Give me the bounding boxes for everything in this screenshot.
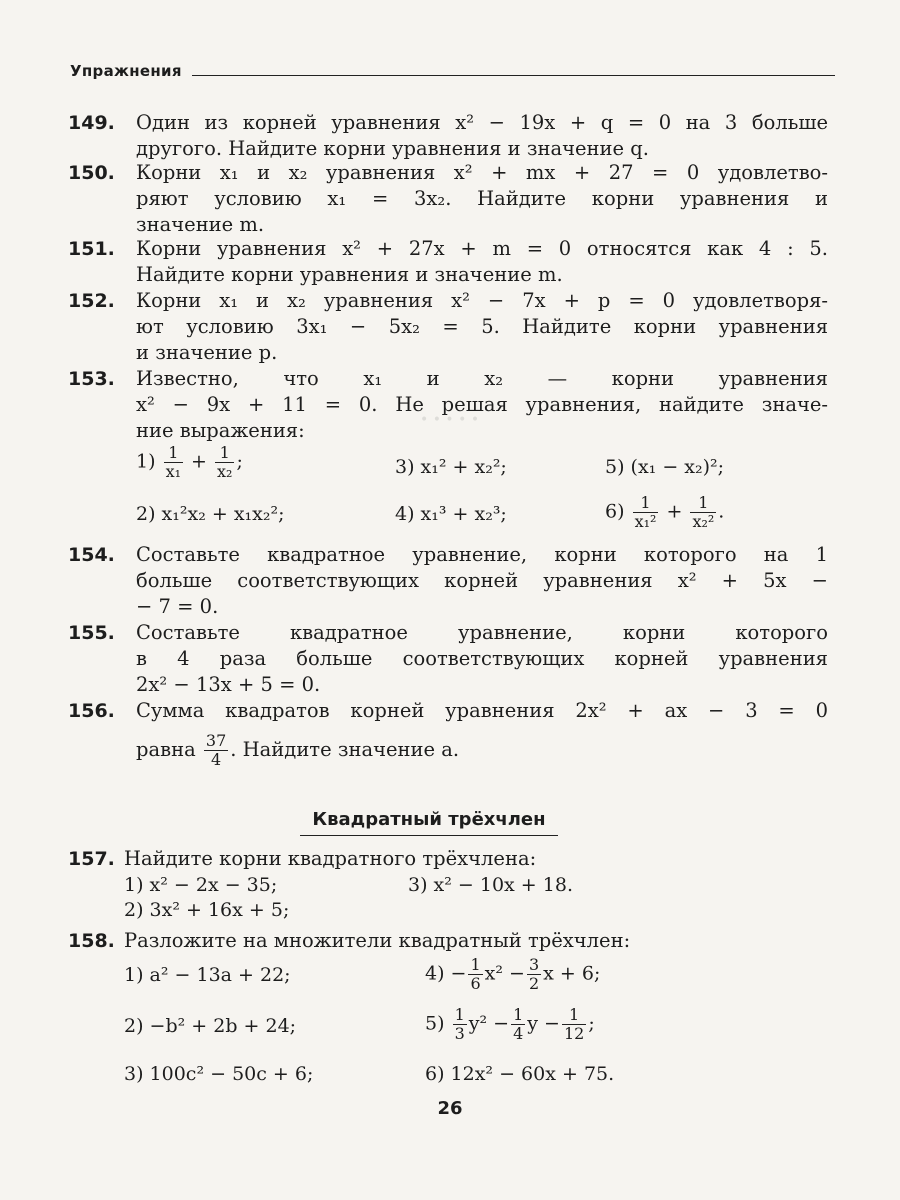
option-153-4: 4) x₁³ + x₂³; <box>395 503 507 525</box>
option-label: 1) <box>136 450 156 473</box>
exercise-number: 150. <box>68 162 115 184</box>
exercise-number: 157. <box>68 848 115 870</box>
exercise-text-line: другого. Найдите корни уравнения и значение q. <box>136 137 649 160</box>
fraction: $\frac{37}{4}$ <box>205 731 227 769</box>
exercise-text-line: ряют условию x₁ = 3x₂. Найдите корни уравнения и <box>136 187 828 210</box>
option-157-1: 1) x² − 2x − 35; <box>124 874 278 896</box>
exercise-151 <box>68 236 828 288</box>
option-158-3: 3) 100c² − 50c + 6; <box>124 1063 314 1085</box>
exercise-text-line: Один из корней уравнения x² − 19x + q = 0 на 3 больше <box>136 111 828 134</box>
fraction: $\frac{1}{\text{x₂²}}$ <box>692 493 715 531</box>
exercise-text-line: Известно, что x₁ и x₂ — корни уравнения <box>136 367 828 390</box>
fraction: $\frac{1}{6}$ <box>470 955 481 993</box>
exercise-155 <box>68 620 828 698</box>
exercise-number: 155. <box>68 622 115 644</box>
header-label: Упражнения <box>70 62 182 80</box>
exercise-text-line: Составьте квадратное уравнение, корни которого <box>136 621 828 644</box>
option-153-1: 1) $\frac{1}{\text{x₁}}$ + $\frac{1}{\text{x₂}}$ ; <box>136 443 243 481</box>
exercise-number: 152. <box>68 290 115 312</box>
exercise-text-line: значение m. <box>136 213 265 236</box>
exercise-157 <box>68 846 828 872</box>
option-158-4: 4) − $\frac{1}{6}$ x² − $\frac{3}{2}$ x + 6; <box>425 955 601 993</box>
exercise-text-line: Корни уравнения x² + 27x + m = 0 относятся как 4 : 5. <box>136 237 828 260</box>
bleed-through: • • • • • <box>420 412 480 428</box>
exercise-number: 153. <box>68 368 115 390</box>
option-153-3: 3) x₁² + x₂²; <box>395 456 507 478</box>
exercise-156 <box>68 698 828 769</box>
exercise-text-line: x² − 9x + 11 = 0. Не решая уравнения, найдите значе- <box>136 393 828 416</box>
exercise-150 <box>68 160 828 238</box>
option-label: 6) <box>605 500 625 523</box>
exercise-text-line: равна $\frac{37}{4}$ . Найдите значение a. <box>136 731 460 769</box>
fraction: $\frac{1}{\text{x₁²}}$ <box>634 493 657 531</box>
fraction: $\frac{1}{3}$ <box>454 1005 465 1043</box>
exercise-text-line: Сумма квадратов корней уравнения 2x² + ax − 3 = 0 <box>136 699 828 722</box>
exercise-text-line: и значение p. <box>136 341 278 364</box>
section-title: Квадратный трёхчлен <box>300 808 558 836</box>
option-153-6: 6) $\frac{1}{\text{x₁²}}$ + $\frac{1}{\text{x₂²}}$ . <box>605 493 725 531</box>
option-153-2: 2) x₁²x₂ + x₁x₂²; <box>136 503 285 525</box>
exercise-text-line: Составьте квадратное уравнение, корни которого на 1 <box>136 543 828 566</box>
exercise-number: 154. <box>68 544 115 566</box>
exercise-text-line: Корни x₁ и x₂ уравнения x² − 7x + p = 0 удовлетворя- <box>136 289 828 312</box>
option-158-6: 6) 12x² − 60x + 75. <box>425 1063 615 1085</box>
option-153-5: 5) (x₁ − x₂)²; <box>605 456 725 478</box>
exercise-154 <box>68 542 828 620</box>
exercise-text-line: − 7 = 0. <box>136 595 219 618</box>
option-157-3: 3) x² − 10x + 18. <box>408 874 573 896</box>
fraction: $\frac{3}{2}$ <box>528 955 540 993</box>
exercise-number: 149. <box>68 112 115 134</box>
exercise-number: 158. <box>68 930 115 952</box>
exercise-number: 151. <box>68 238 115 260</box>
exercise-158 <box>68 928 828 954</box>
exercise-text-line: больше соответствующих корней уравнения x² + 5x − <box>136 569 828 592</box>
fraction: $\frac{1}{4}$ <box>513 1005 524 1043</box>
exercise-149 <box>68 110 828 162</box>
running-header <box>70 62 835 86</box>
exercise-text-line: ют условию 3x₁ − 5x₂ = 5. Найдите корни уравнения <box>136 315 828 338</box>
section-title-underline <box>300 835 558 836</box>
exercise-text-line: в 4 раза больше соответствующих корней уравнения <box>136 647 828 670</box>
option-158-2: 2) −b² + 2b + 24; <box>124 1015 297 1037</box>
header-rule <box>192 75 835 76</box>
exercise-153 <box>68 366 828 444</box>
exercise-text-line: Корни x₁ и x₂ уравнения x² + mx + 27 = 0 удовлетво- <box>136 161 828 184</box>
exercise-text-line: ние выражения: <box>136 419 305 442</box>
page-number: 26 <box>437 1098 463 1119</box>
exercise-text-line: Найдите корни уравнения и значение m. <box>136 263 563 286</box>
exercise-text-line: Найдите корни квадратного трёхчлена: <box>124 847 537 870</box>
option-158-5: 5) $\frac{1}{3}$ y² − $\frac{1}{4}$ y − $\frac{1}{12}$ ; <box>425 1005 595 1043</box>
exercise-text-line: 2x² − 13x + 5 = 0. <box>136 673 321 696</box>
exercise-152 <box>68 288 828 366</box>
fraction: $\frac{1}{12}$ <box>563 1005 585 1043</box>
fraction: $\frac{1}{\text{x₁}}$ <box>165 443 181 481</box>
option-158-1: 1) a² − 13a + 22; <box>124 964 291 986</box>
exercise-text-line: Разложите на множители квадратный трёхчлен: <box>124 929 631 952</box>
exercise-number: 156. <box>68 700 115 722</box>
fraction: $\frac{1}{\text{x₂}}$ <box>217 443 233 481</box>
option-157-2: 2) 3x² + 16x + 5; <box>124 899 290 921</box>
